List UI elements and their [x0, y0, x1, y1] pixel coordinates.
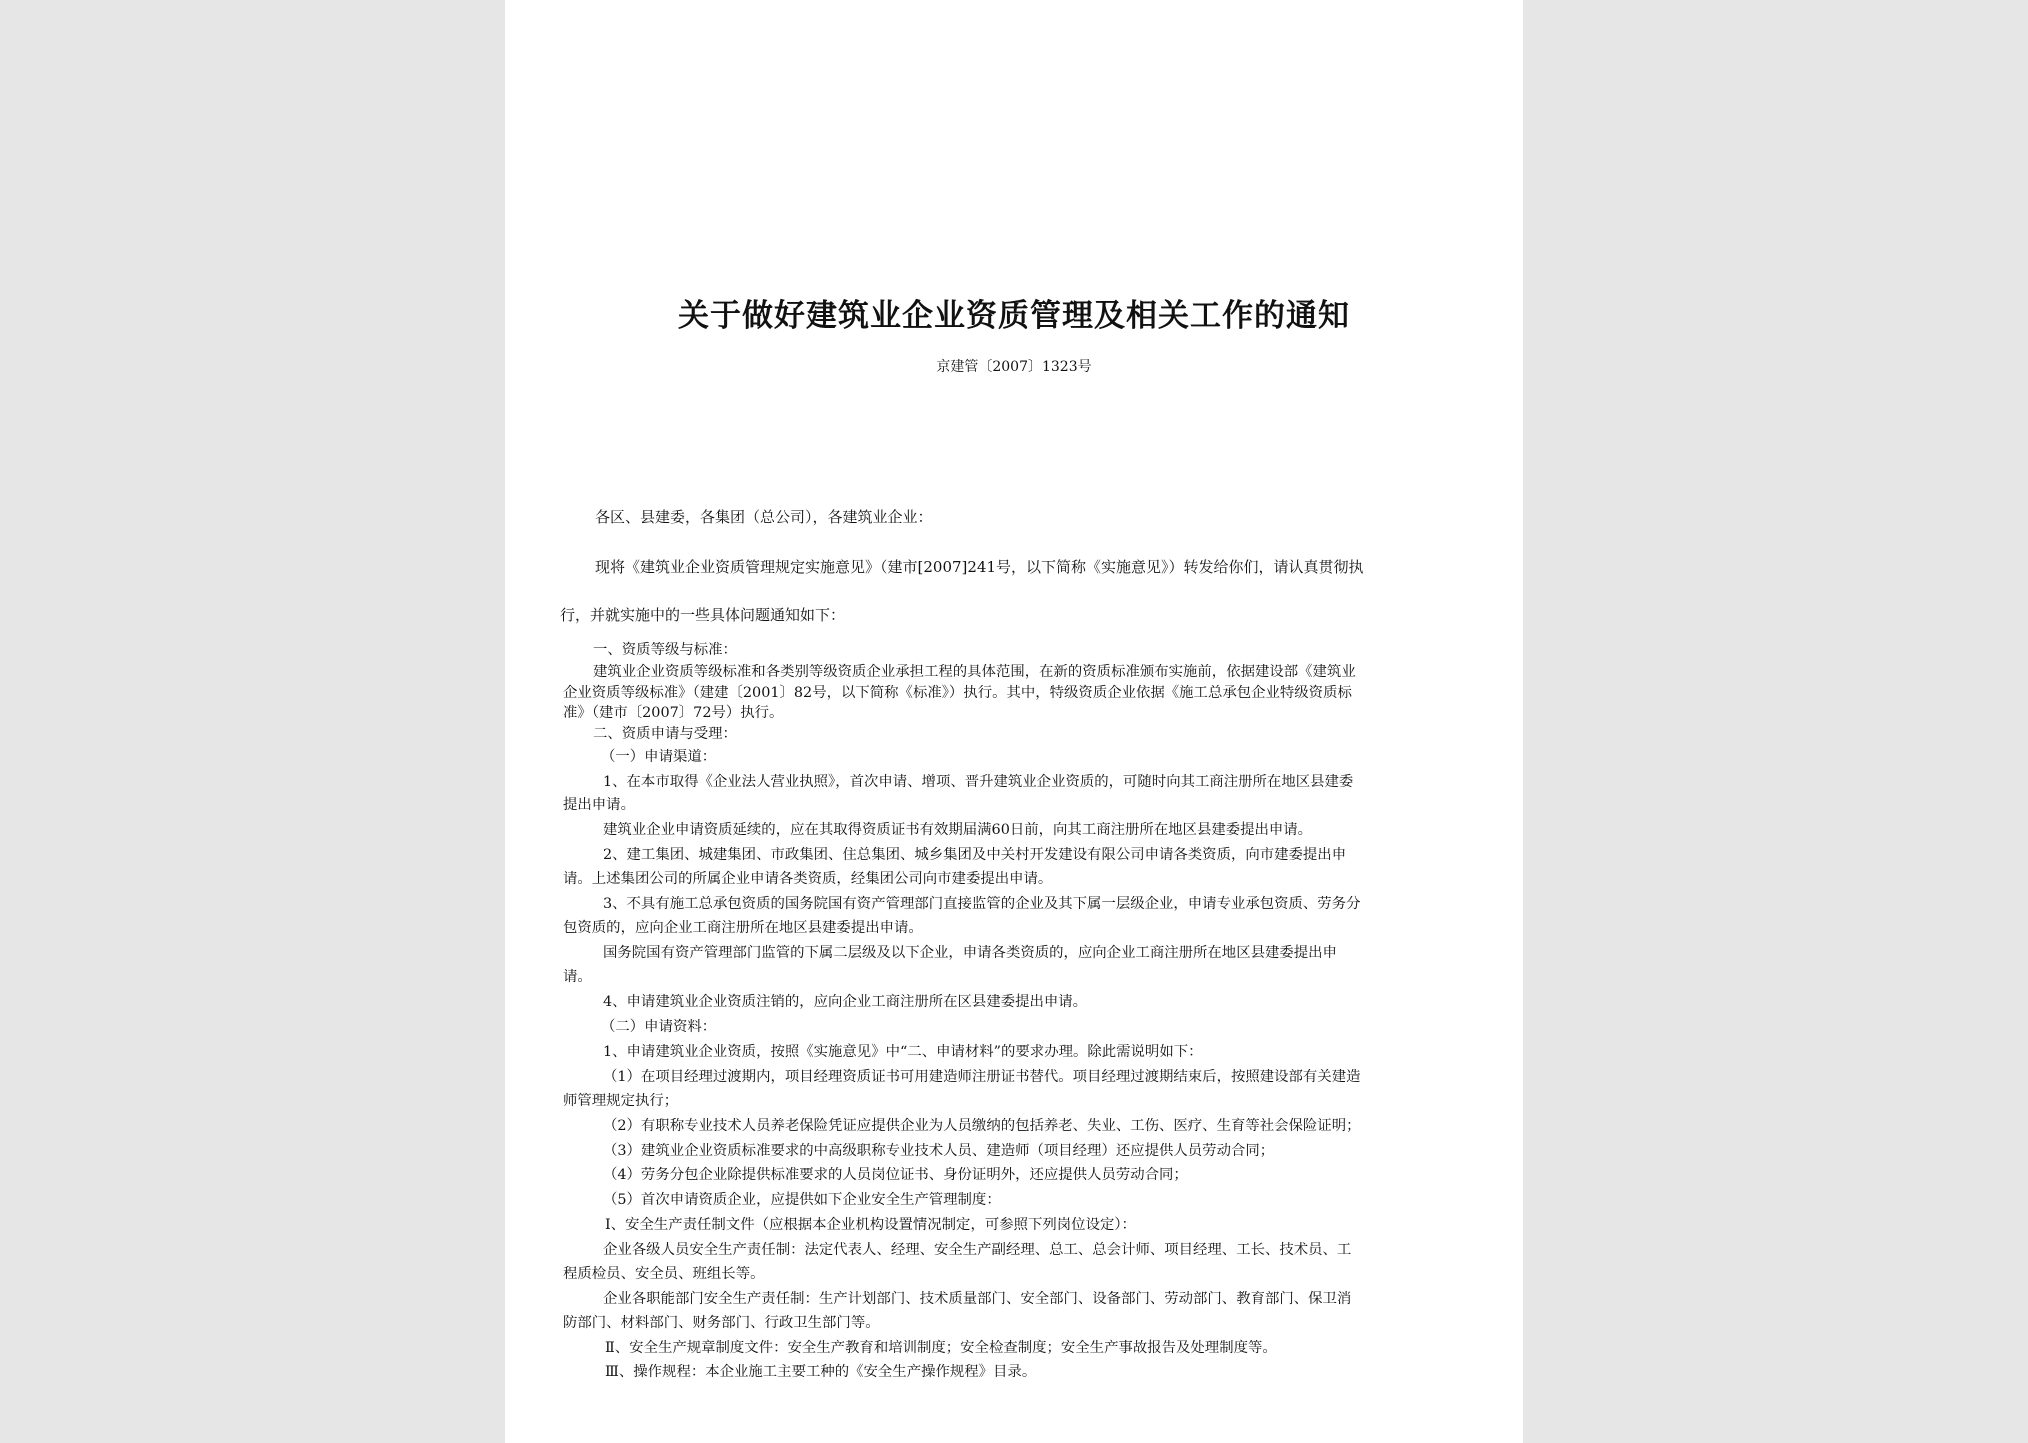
document-number: 京建管〔2007〕1323号	[936, 359, 1092, 375]
body-line: 请。上述集团公司的所属企业申请各类资质，经集团公司向市建委提出申请。	[563, 871, 1053, 887]
intro-line: 行，并就实施中的一些具体问题通知如下：	[560, 606, 846, 624]
body-line: 企业各级人员安全生产责任制：法定代表人、经理、安全生产副经理、总工、总会计师、项目经理、工长、技术员、工	[603, 1242, 1352, 1258]
body-line: 建筑业企业资质等级标准和各类别等级资质企业承担工程的具体范围，在新的资质标准颁布实施前，依据建设部《建筑业	[593, 664, 1356, 680]
body-line: 1、申请建筑业企业资质，按照《实施意见》中“二、申请材料”的要求办理。除此需说明如下：	[603, 1044, 1203, 1060]
body-line: （1）在项目经理过渡期内，项目经理资质证书可用建造师注册证书替代。项目经理过渡期结束后，按照建设部有关建造	[603, 1069, 1361, 1085]
section-heading: 二、资质申请与受理：	[593, 726, 737, 742]
body-line: 2、建工集团、城建集团、市政集团、住总集团、城乡集团及中关村开发建设有限公司申请各类资质，向市建委提出申	[603, 847, 1347, 863]
body-line: 企业各职能部门安全生产责任制：生产计划部门、技术质量部门、安全部门、设备部门、劳动部门、教育部门、保卫消	[603, 1291, 1352, 1307]
body-line: （4）劳务分包企业除提供标准要求的人员岗位证书、身份证明外，还应提供人员劳动合同；	[603, 1167, 1188, 1183]
body-line: 提出申请。	[563, 797, 635, 813]
subsection-heading: （一）申请渠道：	[601, 749, 717, 765]
body-line: 防部门、材料部门、财务部门、行政卫生部门等。	[563, 1315, 880, 1331]
body-line: （2）有职称专业技术人员养老保险凭证应提供企业为人员缴纳的包括养老、失业、工伤、医疗、生育等社会保险证明；	[603, 1118, 1361, 1134]
section-heading: 一、资质等级与标准：	[593, 642, 737, 658]
body-line: （3）建筑业企业资质标准要求的中高级职称专业技术人员、建造师（项目经理）还应提供人员劳动合同；	[603, 1143, 1275, 1159]
body-line: 企业资质等级标准》（建建〔2001〕82号，以下简称《标准》）执行。其中，特级资质企业依据《施工总承包企业特级资质标	[563, 685, 1352, 701]
body-line: 建筑业企业申请资质延续的，应在其取得资质证书有效期届满60日前，向其工商注册所在地区县建委提出申请。	[603, 822, 1313, 838]
body-line: 请。	[563, 969, 592, 985]
body-line: 国务院国有资产管理部门监管的下属二层级及以下企业，申请各类资质的，应向企业工商注册所在地区县建委提出申	[603, 945, 1337, 961]
body-line: Ⅲ、操作规程：本企业施工主要工种的《安全生产操作规程》目录。	[605, 1364, 1037, 1380]
subsection-heading: （二）申请资料：	[601, 1019, 717, 1035]
body-line: Ⅰ、安全生产责任制文件（应根据本企业机构设置情况制定，可参照下列岗位设定）：	[605, 1217, 1136, 1233]
document-title: 关于做好建筑业企业资质管理及相关工作的通知	[678, 298, 1350, 334]
salutation: 各区、县建委，各集团（总公司），各建筑业企业：	[595, 508, 933, 526]
body-line: 准》（建市〔2007〕72号）执行。	[563, 705, 784, 721]
body-line: 师管理规定执行；	[563, 1093, 679, 1109]
body-line: （5）首次申请资质企业，应提供如下企业安全生产管理制度：	[603, 1192, 1001, 1208]
document-page	[505, 0, 1523, 1443]
body-line: 程质检员、安全员、班组长等。	[563, 1266, 765, 1282]
intro-line: 现将《建筑业企业资质管理规定实施意见》（建市[2007]241号，以下简称《实施意见》）转发给你们，请认真贯彻执	[595, 558, 1364, 576]
body-line: 包资质的，应向企业工商注册所在地区县建委提出申请。	[563, 920, 923, 936]
body-line: 4、申请建筑业企业资质注销的，应向企业工商注册所在区县建委提出申请。	[603, 994, 1088, 1010]
body-line: 3、不具有施工总承包资质的国务院国有资产管理部门直接监管的企业及其下属一层级企业，申请专业承包资质、劳务分	[603, 896, 1361, 912]
body-line: Ⅱ、安全生产规章制度文件：安全生产教育和培训制度；安全检查制度；安全生产事故报告及处理制度等。	[605, 1340, 1277, 1356]
body-line: 1、在本市取得《企业法人营业执照》，首次申请、增项、晋升建筑业企业资质的，可随时向其工商注册所在地区县建委	[603, 774, 1354, 790]
